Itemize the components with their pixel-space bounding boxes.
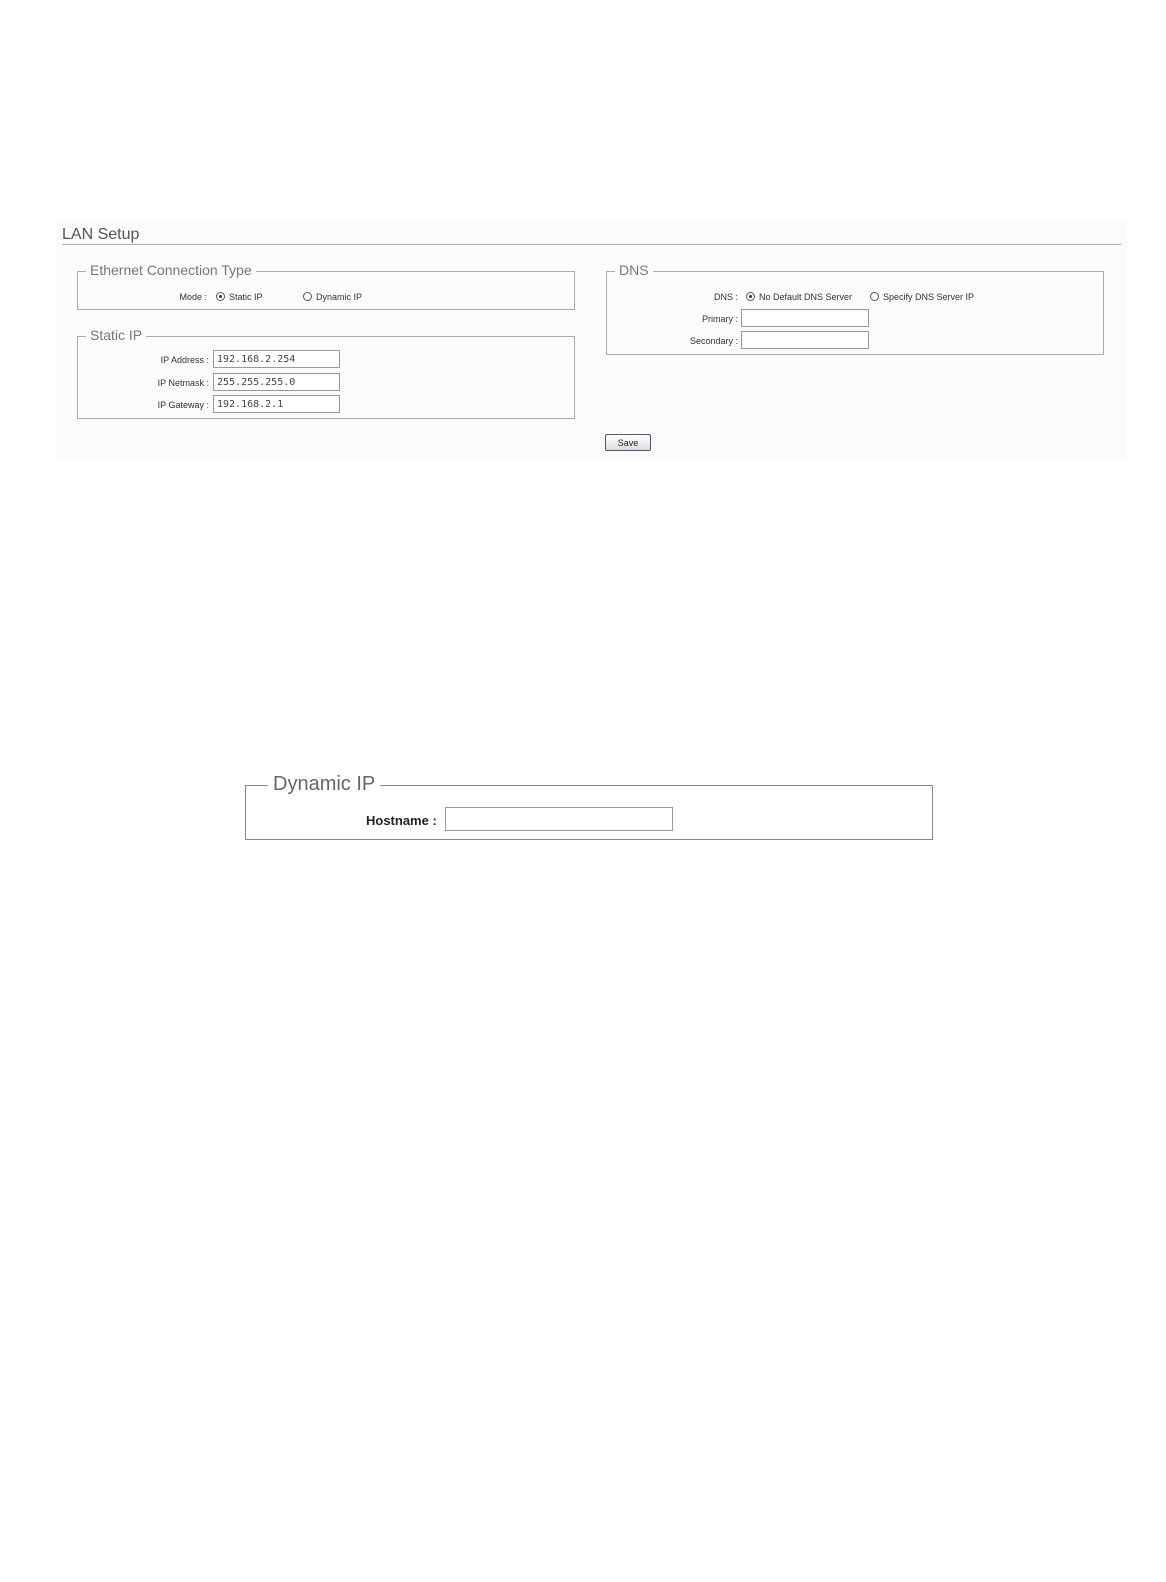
no-default-dns-label[interactable]: No Default DNS Server xyxy=(759,292,853,302)
dynamic-ip-legend: Dynamic IP xyxy=(268,773,380,796)
primary-dns-input[interactable] xyxy=(741,309,869,327)
primary-dns-label: Primary : xyxy=(702,314,738,324)
static-ip-legend: Static IP xyxy=(86,327,146,343)
dynamic-ip-radio[interactable] xyxy=(303,292,312,301)
secondary-dns-label: Secondary : xyxy=(689,336,738,346)
ip-address-label: IP Address : xyxy=(160,355,209,365)
dynamic-ip-group xyxy=(245,773,933,840)
dns-label: DNS : xyxy=(713,292,738,302)
ip-gateway-input[interactable] xyxy=(213,395,340,413)
specify-dns-label[interactable]: Specify DNS Server IP xyxy=(883,292,975,302)
hostname-input[interactable] xyxy=(445,807,673,831)
title-divider xyxy=(62,244,1121,245)
secondary-dns-input[interactable] xyxy=(741,331,869,349)
dns-legend: DNS xyxy=(615,262,653,278)
ethernet-connection-type-group xyxy=(77,262,575,310)
page-title: LAN Setup xyxy=(62,226,140,243)
hostname-label: Hostname : xyxy=(366,813,437,828)
static-ip-radio[interactable] xyxy=(216,292,225,301)
ip-gateway-label: IP Gateway : xyxy=(157,400,209,410)
specify-dns-radio[interactable] xyxy=(870,292,879,301)
save-button[interactable]: Save xyxy=(605,434,651,451)
ip-netmask-label: IP Netmask : xyxy=(157,378,209,388)
static-ip-radio-label[interactable]: Static IP xyxy=(229,292,263,302)
ethernet-connection-type-legend: Ethernet Connection Type xyxy=(86,262,256,278)
ip-netmask-input[interactable] xyxy=(213,373,340,391)
mode-label: Mode : xyxy=(179,292,207,302)
dynamic-ip-radio-label[interactable]: Dynamic IP xyxy=(316,292,363,302)
no-default-dns-radio[interactable] xyxy=(746,292,755,301)
ip-address-input[interactable] xyxy=(213,350,340,368)
